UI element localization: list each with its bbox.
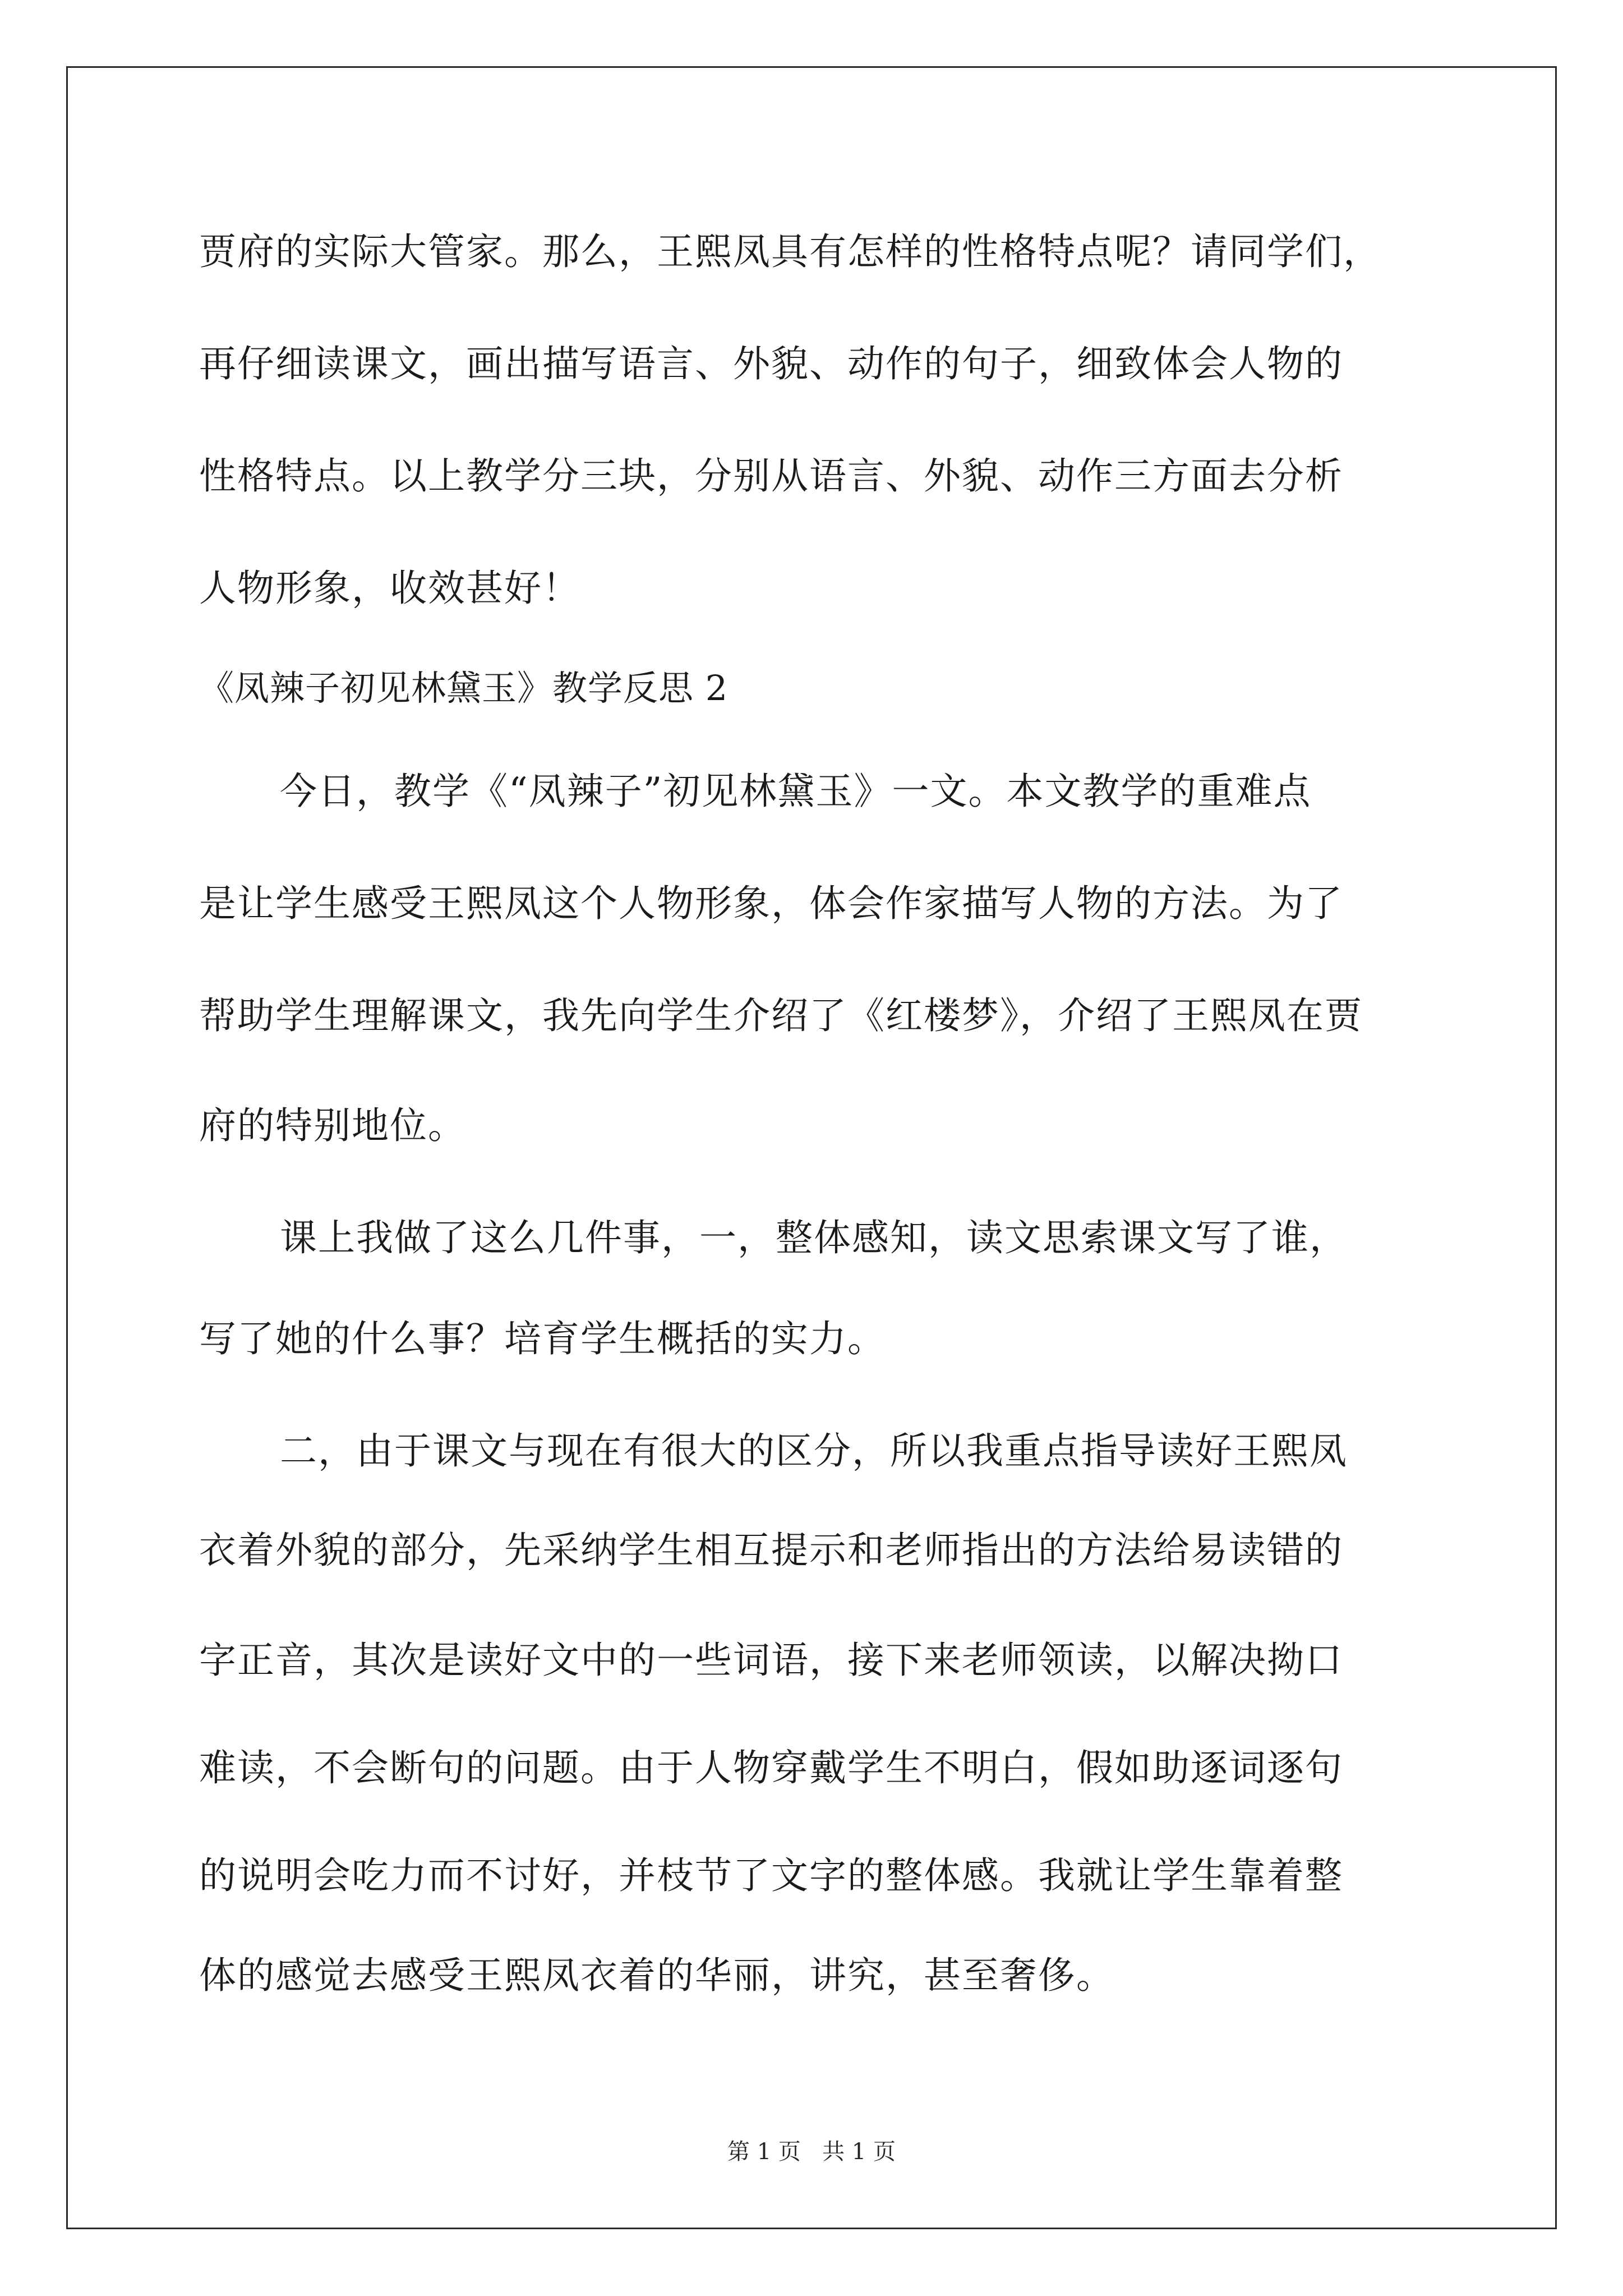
- paragraph-4-line-3: 字正音，其次是读好文中的一些词语，接下来老师领读，以解决拗口: [199, 1639, 1343, 1682]
- paragraph-1-line-4: 人物形象，收效甚好！: [199, 567, 580, 610]
- paragraph-3-line-2: 写了她的什么事？培育学生概括的实力。: [199, 1317, 886, 1360]
- page-number-footer: 第 1 页 共 1 页: [727, 2139, 896, 2165]
- paragraph-4-line-2: 衣着外貌的部分，先采纳学生相互提示和老师指出的方法给易读错的: [199, 1529, 1343, 1572]
- paragraph-1-line-1: 贾府的实际大管家。那么，王熙凤具有怎样的性格特点呢？请同学们，: [199, 230, 1381, 273]
- paragraph-4-line-6: 体的感觉去感受王熙凤衣着的华丽，讲究，甚至奢侈。: [199, 1954, 1114, 1997]
- paragraph-3-line-1: 课上我做了这么几件事，一，整体感知，读文思索课文写了谁，: [280, 1216, 1348, 1259]
- paragraph-2-line-2: 是让学生感受王熙凤这个人物形象，体会作家描写人物的方法。为了: [199, 882, 1343, 925]
- paragraph-1-line-3: 性格特点。以上教学分三块，分别从语言、外貌、动作三方面去分析: [199, 454, 1343, 498]
- paragraph-2-line-1: 今日，教学《“凤辣子”初见林黛玉》一文。本文教学的重难点: [280, 770, 1312, 813]
- paragraph-4-line-5: 的说明会吃力而不讨好，并枝节了文字的整体感。我就让学生靠着整: [199, 1854, 1343, 1897]
- paragraph-4-line-4: 难读，不会断句的问题。由于人物穿戴学生不明白，假如助逐词逐句: [199, 1746, 1343, 1789]
- paragraph-2-line-4: 府的特别地位。: [199, 1104, 466, 1147]
- paragraph-1-line-2: 再仔细读课文，画出描写语言、外貌、动作的句子，细致体会人物的: [199, 342, 1343, 385]
- paragraph-4-line-1: 二，由于课文与现在有很大的区分，所以我重点指导读好王熙凤: [280, 1429, 1348, 1473]
- paragraph-2-line-3: 帮助学生理解课文，我先向学生介绍了《红楼梦》，介绍了王熙凤在贾: [199, 994, 1363, 1037]
- section-heading: 《凤辣子初见林黛玉》教学反思 2: [199, 668, 728, 708]
